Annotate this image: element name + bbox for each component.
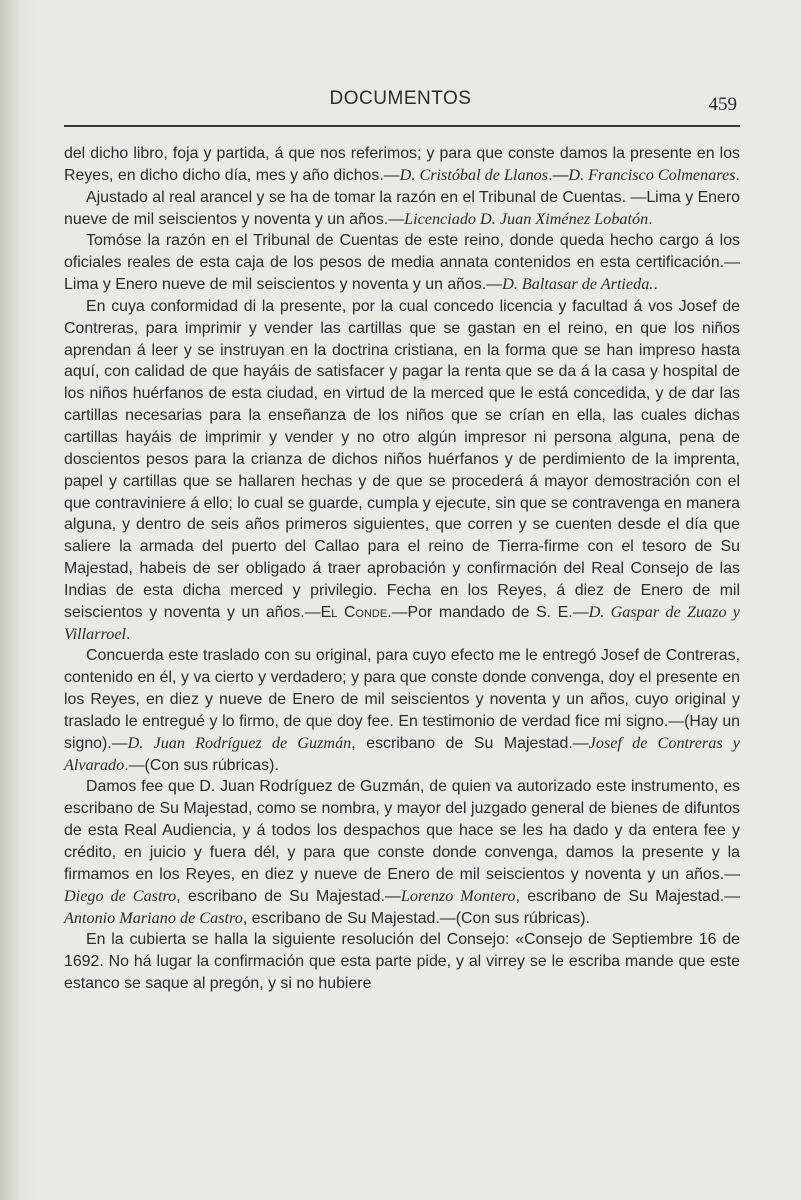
- text-run: En cuya conformidad di la presente, por la cual concedo licencia y facultad á vos Josef de Contreras, para imprimir y vender las cartillas que se gastan en el reino, en que los niños aprendan á leer y se instruyan en la doctrina cristiana, en la forma que se han impreso hasta aquí, con calidad de que hayáis de satisfacer y pagar la renta que se da á la casa y hospital de los niños huérfanos de esta ciudad, en virtud de la merced que le está concedida, y de dar las cartillas necesarias para la enseñanza de los niños que se crían en ella, las cuales dichas cartillas hayáis de imprimir y vender y no otro algún impresor ni persona alguna, pena de doscientos pesos para la crianza de dichos niños huérfanos y de perdimiento de la imprenta, papel y cartillas que se hallaren hechas y de que se procederá á mayor demostración con el que contraviniere á ello; lo cual se guarde, cumpla y ejecute, sin que se contravenga en manera alguna, y dentro de seis años primeros siguientes, que corren y se cuenten desde el día que saliere la armada del puerto del Callao para el reino de Tierra-firme con el tesoro de Su Majestad, habeis de ser obligado á traer aprobación y confirmación del Real Consejo de las Indias de esta dicha merced y privilegio. Fecha en los Reyes, á diez de Enero de mil seiscientos y noventa y un años.—: [64, 297, 740, 621]
- text-run: .: [648, 210, 653, 228]
- text-run: , escribano de Su Majestad.—(Con sus rúbricas).: [242, 909, 590, 927]
- paragraph-6: [64, 776, 740, 929]
- signature-francisco-colmenares: D. Francisco Colmenares: [568, 165, 736, 184]
- text-run: , escribano de Su Majestad.—: [176, 887, 401, 905]
- paragraph-1: [64, 143, 740, 187]
- signature-gaspar-de-zuazo: D. Gaspar de Zuazo y Villarroel: [64, 602, 740, 643]
- signature-antonio-mariano-de-castro: Antonio Mariano de Castro: [64, 908, 243, 927]
- signature-baltasar-de-artieda: D. Baltasar de Artieda.: [502, 275, 654, 294]
- text-run: .—Por mandado de S. E.—: [387, 603, 589, 621]
- page-number: 459: [708, 94, 737, 115]
- text-run: del dicho libro, foja y partida, á que nos referimos; y para que conste damos la presente en los Reyes, en dicho dicho día, mes y año dichos.—: [64, 145, 740, 184]
- text-run: .: [653, 276, 658, 294]
- text-run: Concuerda este traslado con su original, para cuyo efecto me le entregó Josef de Contreras, contenido en él, y va cierto y verdadero; y para que conste donde convenga, doy el presente en los Reyes, en diez y nueve de Enero de mil seiscientos y noventa y un años, cuyo original y traslado le entregué y lo firmo, de que doy fee. En testimonio de verdad fice mi signo.—(Hay un signo).—: [64, 647, 740, 752]
- text-run: .: [735, 166, 740, 184]
- paragraph-4: [64, 296, 740, 646]
- text-run: , escribano de Su Majestad.—: [515, 887, 741, 905]
- text-run: Tomóse la razón en el Tribunal de Cuentas de este reino, donde queda hecho cargo á los oficiales reales de esta caja de los pesos de media annata contenidos en esta certificación.—Lima y Enero nueve de mil seiscientos y noventa y un años.—: [64, 232, 740, 294]
- running-head-title: DOCUMENTOS: [329, 88, 472, 109]
- signature-juan-rodriguez-de-guzman: D. Juan Rodríguez de Guzmán: [127, 733, 352, 752]
- body-text: [64, 143, 740, 995]
- signature-juan-ximenez-lobaton: Licenciado D. Juan Ximénez Lobatón: [404, 209, 649, 228]
- signature-diego-de-castro: Diego de Castro: [64, 886, 177, 905]
- text-run: , escribano de Su Majestad.—: [351, 734, 589, 752]
- signature-el-conde: El Conde: [320, 603, 388, 621]
- text-run: .: [126, 625, 131, 643]
- paragraph-2: [64, 187, 740, 231]
- text-run: .—(Con sus rúbricas).: [124, 756, 279, 774]
- text-run: Damos fee que D. Juan Rodríguez de Guzmán, de quien va autorizado este instrumento, es escribano de Su Majestad, como se nombra, y mayor del juzgado general de bienes de difuntos de esta Real Audiencia, y á todos los despachos que hace se les ha dado y da entera fee y crédito, en juicio y fuera dél, y para que conste donde convenga, damos la presente y la firmamos en los Reyes, en diez y nueve de Enero de mil seiscientos y noventa y un años.—: [64, 778, 740, 883]
- paragraph-3: [64, 230, 740, 296]
- paragraph-7: [64, 929, 740, 995]
- header-rule: [64, 125, 740, 127]
- paragraph-5: [64, 645, 740, 776]
- signature-lorenzo-montero: Lorenzo Montero: [400, 886, 516, 905]
- text-run: .—: [548, 166, 569, 184]
- text-run: Ajustado al real arancel y se ha de tomar la razón en el Tribunal de Cuentas. —Lima y Enero nueve de mil seiscientos y noventa y un años.—: [64, 188, 740, 228]
- text-run: En la cubierta se halla la siguiente resolución del Consejo: «Consejo de Septiembre 16 de 1692. No há lugar la confirmación que esta parte pide, y al virrey se le escriba mande que este estanco se saque al pregón, y si no hubiere: [64, 931, 740, 993]
- signature-cristobal-de-llanos: D. Cristóbal de Llanos: [399, 165, 549, 184]
- signature-josef-de-contreras: Josef de Contreras y Alvarado: [64, 733, 740, 774]
- page-gutter-shadow: [0, 0, 22, 1200]
